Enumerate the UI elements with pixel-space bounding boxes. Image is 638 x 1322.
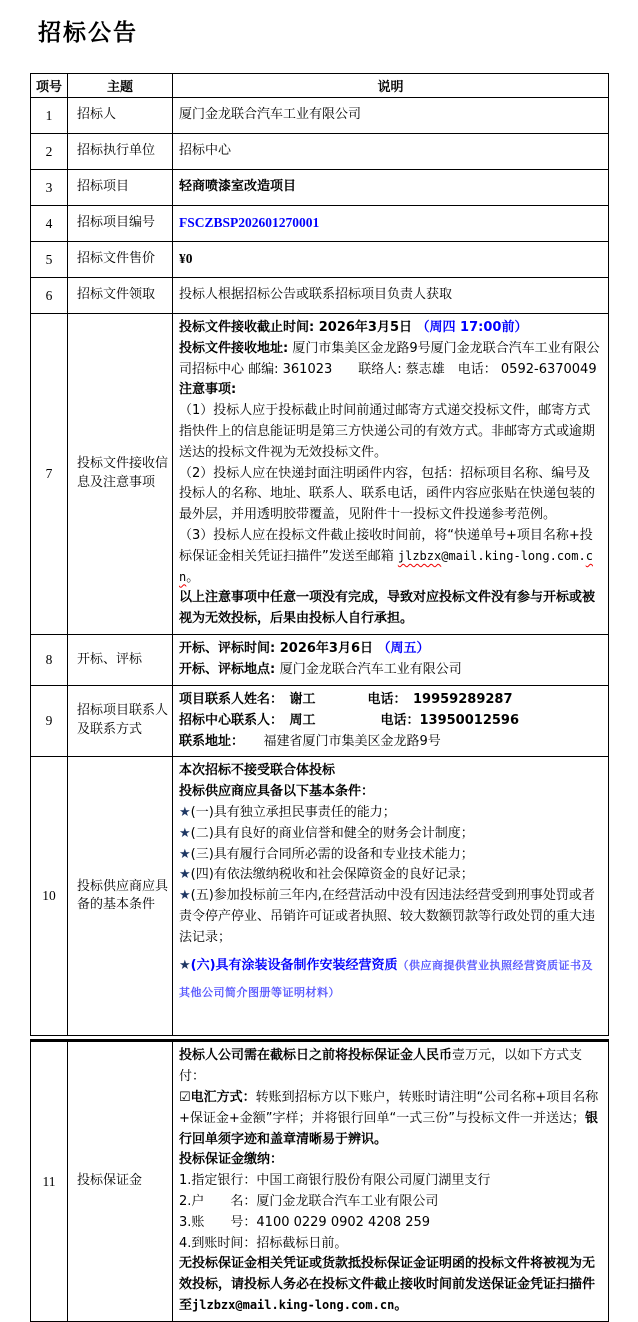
text-segment: (五)参加投标前三年内,在经营活动中没有因违法经营受到刑事处罚或者责令停产停业、吊销许可证或者执照、较大数额罚款等行政处罚的重大违法记录； xyxy=(179,888,596,945)
tender-table-deposit xyxy=(30,1039,609,1321)
text-segment: jlzbzx@mail.king-long.com.cn xyxy=(192,1297,395,1312)
text-segment: 厦门金龙联合汽车工业有限公司 xyxy=(179,107,362,123)
row-number: 4 xyxy=(31,206,68,242)
text-line xyxy=(179,526,600,588)
text-segment: 福建省厦门市集美区金龙路9号 xyxy=(237,733,441,749)
row-number: 5 xyxy=(31,242,68,278)
text-segment: 2.户 名：厦门金龙联合汽车工业有限公司 xyxy=(179,1193,439,1209)
text-segment: 项目联系人姓名： 谢工 电话： 19959289287 xyxy=(179,691,513,707)
row-number: 1 xyxy=(31,98,68,134)
text-segment: 招标中心 xyxy=(179,143,232,159)
row-topic: 招标文件售价 xyxy=(68,242,173,278)
row-number: 9 xyxy=(31,685,68,756)
row-description xyxy=(173,314,609,635)
text-segment: ★ xyxy=(179,867,191,883)
header-topic: 主题 xyxy=(68,74,173,98)
text-line xyxy=(179,141,600,162)
text-segment: （周五） xyxy=(377,641,430,657)
row-topic: 开标、评标 xyxy=(68,634,173,685)
text-segment: 联系地址： xyxy=(179,733,238,749)
text-segment: 电汇方式： xyxy=(190,1089,256,1105)
text-segment: ★ xyxy=(179,825,191,841)
text-line xyxy=(179,212,600,235)
text-segment: ¥0 xyxy=(179,251,193,267)
text-line xyxy=(179,464,600,526)
text-line xyxy=(179,318,600,339)
text-segment: 无投标保证金相关凭证或货款抵投标保证金证明函的投标文件将被视为无效投标，请投标人务必在投标文件截止接收时间前发送保证金凭证扫描件至 xyxy=(179,1256,596,1313)
row-topic: 招标文件领取 xyxy=(68,278,173,314)
text-line xyxy=(179,845,600,866)
text-segment: @mail.king-long.com. xyxy=(441,548,586,563)
page-title: 招标公告 xyxy=(38,19,138,46)
table-row-document-price xyxy=(31,242,609,278)
table-row-receiving-info xyxy=(31,314,609,635)
row-topic: 招标项目编号 xyxy=(68,206,173,242)
row-number: 10 xyxy=(31,757,68,1036)
text-line xyxy=(179,639,600,660)
text-segment: 银行回单须字迹和盖章清晰易于辨识。 xyxy=(179,1110,599,1147)
text-segment: (六)具有涂装设备制作安装经营资质 xyxy=(190,957,398,973)
text-segment: 招标中心联系人： 周工 电话：13950012596 xyxy=(179,712,519,728)
text-line xyxy=(179,380,600,401)
row-topic: 招标执行单位 xyxy=(68,134,173,170)
row-description xyxy=(173,134,609,170)
row-description xyxy=(173,278,609,314)
text-segment: 投标人公司需在截标日之前将投标保证金人民币 xyxy=(179,1048,453,1064)
row-topic: 招标项目 xyxy=(68,170,173,206)
text-segment: ★ xyxy=(179,888,191,904)
text-segment: （1）投标人应于投标截止时间前通过邮寄方式递交投标文件，邮寄方式指快件上的信息能证明是第三方快递公司的有效方式。非邮寄方式或逾期送达的投标文件视为无效投标文件。 xyxy=(179,403,596,460)
text-segment: 投标保证金缴纳： xyxy=(179,1152,284,1168)
text-line xyxy=(179,761,600,782)
text-line xyxy=(179,952,600,1008)
text-segment: 投标供应商应具备以下基本条件： xyxy=(179,784,375,800)
row-number: 2 xyxy=(31,134,68,170)
table-row-bid-opening xyxy=(31,634,609,685)
text-segment: 开标、评标地点: xyxy=(179,661,280,677)
text-segment: （3）投标人应在投标文件截止接收时间前，将“快递单号+项目名称+投标保证金相关凭证扫描件”发送至邮箱 xyxy=(179,527,593,564)
row-number: 7 xyxy=(31,314,68,635)
text-segment: (二)具有良好的商业信誉和健全的财务会计制度； xyxy=(190,825,474,841)
row-topic: 投标供应商应具备的基本条件 xyxy=(68,757,173,1036)
text-line xyxy=(179,339,600,381)
text-line xyxy=(179,1150,600,1171)
table-header-row xyxy=(31,74,609,98)
text-segment: ★ xyxy=(179,804,191,820)
row-topic: 招标项目联系人及联系方式 xyxy=(68,685,173,756)
header-item-no: 项号 xyxy=(31,74,68,98)
row-number: 6 xyxy=(31,278,68,314)
text-segment: 4.到账时间：招标截标日前。 xyxy=(179,1235,348,1251)
text-segment: 转账到招标方以下账户，转账时请注明“公司名称+项目名称+保证金+金额”字样；并将银行回单“一式三份”与投标文件一并送达； xyxy=(179,1089,599,1126)
row-description xyxy=(173,170,609,206)
text-segment: ★ xyxy=(179,957,191,973)
text-segment: 注意事项: xyxy=(179,382,237,398)
text-line xyxy=(179,1213,600,1234)
table-row-executing-unit xyxy=(31,134,609,170)
text-line xyxy=(179,690,600,711)
text-line xyxy=(179,1171,600,1192)
text-segment: 投标文件接收截止时间: xyxy=(179,320,315,335)
text-line xyxy=(179,865,600,886)
text-line xyxy=(179,248,600,271)
text-line xyxy=(179,824,600,845)
text-segment: (一)具有独立承担民事责任的能力； xyxy=(190,804,396,820)
table-row-bid-deposit xyxy=(31,1041,609,1321)
text-line xyxy=(179,660,600,681)
text-line xyxy=(179,1192,600,1213)
text-segment: 厦门金龙联合汽车工业有限公司 xyxy=(279,661,462,677)
text-segment: 1.指定银行：中国工商银行股份有限公司厦门湖里支行 xyxy=(179,1173,491,1189)
text-line xyxy=(179,732,600,753)
text-line xyxy=(179,105,600,126)
row-number: 11 xyxy=(31,1041,68,1321)
row-topic: 投标文件接收信息及注意事项 xyxy=(68,314,173,635)
text-segment: ☑ xyxy=(179,1089,191,1105)
table-row-supplier-conditions xyxy=(31,757,609,1036)
text-line xyxy=(179,782,600,803)
text-segment: (四)有依法缴纳税收和社会保障资金的良好记录； xyxy=(190,867,474,883)
text-segment: 开标、评标时间: xyxy=(179,641,280,657)
text-segment: 2026年3月5日 xyxy=(314,320,417,335)
text-segment: 。 xyxy=(186,569,200,585)
text-segment: 3.账 号：4100 0229 0902 4208 259 xyxy=(179,1214,431,1230)
row-description xyxy=(173,206,609,242)
text-segment: FSCZBSP202601270001 xyxy=(179,215,320,231)
text-line xyxy=(179,588,600,630)
text-segment: 2026年3月6日 xyxy=(279,641,378,657)
text-line xyxy=(179,1046,600,1088)
text-line xyxy=(179,1088,600,1150)
row-description xyxy=(173,685,609,756)
text-line xyxy=(179,886,600,948)
text-segment: 投标文件接收地址: xyxy=(179,340,289,356)
row-description xyxy=(173,757,609,1036)
row-description xyxy=(173,98,609,134)
table-row-project-number xyxy=(31,206,609,242)
table-row-tenderer xyxy=(31,98,609,134)
table-row-project xyxy=(31,170,609,206)
table-row-contacts xyxy=(31,685,609,756)
text-segment: 轻商喷漆室改造项目 xyxy=(179,179,297,195)
text-segment: （2）投标人应在快递封面注明函件内容，包括：招标项目名称、编号及投标人的名称、地址、联系人、联系电话，函件内容应张贴在快递包装的最外层，并用透明胶带覆盖，见附件十一投标文件投递参考范例。 xyxy=(179,465,596,523)
text-line xyxy=(179,401,600,463)
text-line xyxy=(179,1254,600,1316)
text-segment: jlzbzx xyxy=(397,548,442,563)
header-description: 说明 xyxy=(173,74,609,98)
text-line xyxy=(179,285,600,306)
text-segment: 壹万元，以如下方式支付： xyxy=(179,1048,583,1085)
text-segment: 厦门市集美区金龙路9号厦门金龙联合汽车工业有限公司招标中心 邮编: 361023 联络人: 蔡志雄 电话： 0592-6370049 xyxy=(179,340,600,377)
tender-table-main xyxy=(30,73,609,1036)
text-segment: cn xyxy=(179,548,593,584)
row-description xyxy=(173,634,609,685)
row-description xyxy=(173,242,609,278)
text-line xyxy=(179,1234,600,1255)
text-segment: (三)具有履行合同所必需的设备和专业技术能力； xyxy=(190,846,474,862)
text-segment: 。 xyxy=(394,1297,408,1313)
text-line xyxy=(179,711,600,732)
table-row-document-collection xyxy=(31,278,609,314)
text-segment: ★ xyxy=(179,846,191,862)
row-topic: 招标人 xyxy=(68,98,173,134)
text-segment: （供应商提供营业执照经营资质证书及其他公司简介图册等证明材料） xyxy=(179,958,594,1000)
row-topic: 投标保证金 xyxy=(68,1041,173,1321)
tender-document xyxy=(30,73,608,1322)
row-description xyxy=(173,1041,609,1321)
text-segment: 本次招标不接受联合体投标 xyxy=(179,763,336,779)
row-number: 8 xyxy=(31,634,68,685)
text-line xyxy=(179,803,600,824)
text-segment: 投标人根据招标公告或联系招标项目负责人获取 xyxy=(179,287,453,303)
text-segment: （周四 17:00前） xyxy=(416,320,528,335)
row-number: 3 xyxy=(31,170,68,206)
text-segment: 以上注意事项中任意一项没有完成，导致对应投标文件没有参与开标或被视为无效投标，后果由投标人自行承担。 xyxy=(179,590,596,627)
text-line xyxy=(179,177,600,198)
